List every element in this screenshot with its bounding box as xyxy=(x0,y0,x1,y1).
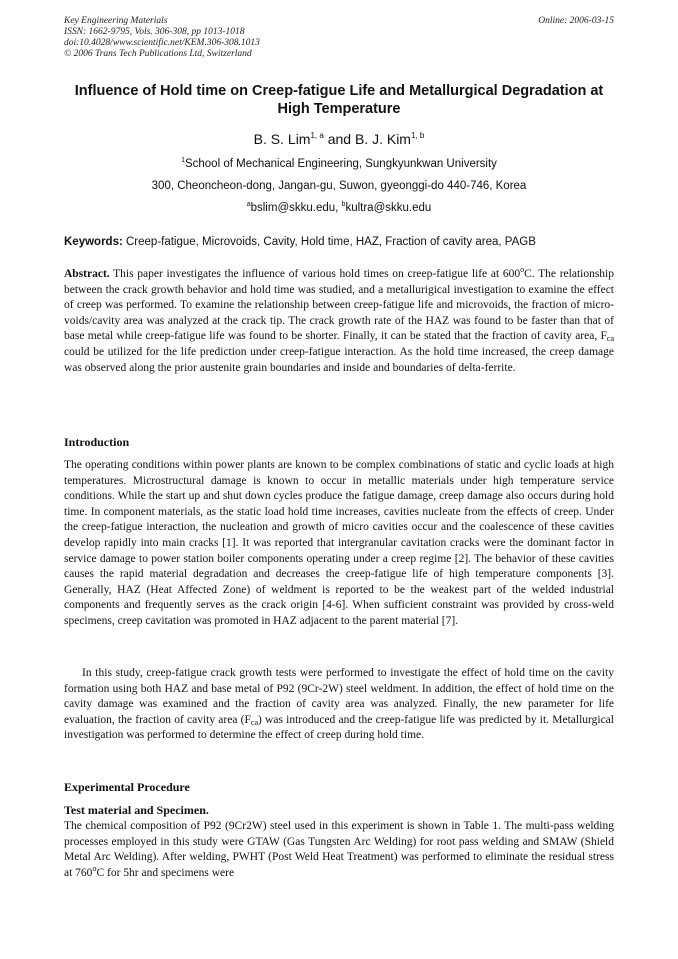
copyright-line: © 2006 Trans Tech Publications Ltd, Switzerland xyxy=(64,49,252,59)
intro-fca-subscript: ca xyxy=(250,717,258,727)
fca-subscript: ca xyxy=(606,334,614,344)
paper-title: Influence of Hold time on Creep-fatigue Life and Metallurgical Degradation at High Temperature xyxy=(74,83,604,117)
intro-p2-text-1: In this study, creep-fatigue crack growth tests were performed to investigate the effect of hold time on the cavity formation using both HAZ and base metal of P92 (9Cr-2W) steel weldment. In addition, the effect of hold time on the cavity damage was examined and the fraction of cavity area was analyzed. Finally, the new parameter for life evaluation, the fraction of cavity area (F xyxy=(64,667,614,726)
keywords-text: Creep-fatigue, Microvoids, Cavity, Hold time, HAZ, Fraction of cavity area, PAGB xyxy=(122,236,536,248)
exp-degree-superscript: o xyxy=(92,863,97,873)
introduction-heading: Introduction xyxy=(64,435,130,449)
issn-line: ISSN: 1662-9795, Vols. 306-308, pp 1013-1018 xyxy=(64,27,245,37)
author-2: B. J. Kim xyxy=(354,131,411,147)
journal-name: Key Engineering Materials xyxy=(64,16,168,26)
journal-header xyxy=(64,16,424,60)
abstract-label: Abstract. xyxy=(64,268,110,280)
author-2-superscript: 1, b xyxy=(410,131,425,140)
doi-line: doi:10.4028/www.scientific.net/KEM.306-308.1013 xyxy=(64,38,260,48)
affiliation-address: 300, Cheoncheon-dong, Jangan-gu, Suwon, gyeonggi-do 440-746, Korea xyxy=(151,180,527,192)
abstract-text-3: could be utilized for the life prediction under creep-fatigue interaction. As the hold time increased, the creep damage was observed along the prior austenite grain boundaries and inside and boundaries of delta-ferrite. xyxy=(64,345,614,374)
affiliation-line-1 xyxy=(64,157,614,171)
introduction-paragraph-2 xyxy=(64,666,614,744)
author-conjunction: and xyxy=(323,131,355,147)
email-line xyxy=(64,201,614,215)
abstract-paragraph xyxy=(64,267,614,376)
email-b: kultra@skku.edu xyxy=(345,202,432,214)
author-1-superscript: 1, a xyxy=(310,131,324,140)
author-1: B. S. Lim xyxy=(253,131,311,147)
exp-text-1: The chemical composition of P92 (9Cr2W) steel used in this experiment is shown in Table 1. The multi-pass welding processes employed in this study were GTAW (Gas Tungsten Arc Welding) for root pass welding and SMAW (Shield Metal Arc Welding). After welding, PWHT (Post Weld Heat Treatment) was performed to eliminate the residual stress at 760 xyxy=(64,820,614,879)
abstract-text-1: This paper investigates the influence of various hold times on creep-fatigue life at 600 xyxy=(109,268,521,280)
author-line xyxy=(64,130,614,148)
email-a-superscript: a xyxy=(246,201,251,208)
exp-text-2: C for 5hr and specimens were xyxy=(96,866,235,879)
online-date: Online: 2006-03-15 xyxy=(538,16,614,26)
abstract-text-2: C. The relationship between the crack growth behavior and hold time was studied, and a metallurigical investigation to examine the effect of creep was performed. To examine the relationship between creep-fatigue life and microvoids, the fraction of micro-voids/cavity area was analyzed at the crack tip. The crack growth rate of the HAZ was found to be faster than that of base metal while creep-fatigue life was found to be shorter. Finally, it can be stated that the fraction of cavity area, F xyxy=(64,268,615,343)
email-b-superscript: b xyxy=(341,201,346,208)
experimental-paragraph xyxy=(64,819,614,881)
degree-superscript: o xyxy=(520,265,525,274)
email-a: bslim@skku.edu, xyxy=(250,202,342,214)
keywords-line xyxy=(64,235,614,249)
intro-p2-text-2: ) was introduced and the creep-fatigue life was predicted by it. Metallurgical investigation was performed to determine the effect of creep during hold time. xyxy=(64,713,614,742)
experimental-heading: Experimental Procedure xyxy=(64,780,190,794)
introduction-paragraph-1: The operating conditions within power plants are known to be complex combinations of static and cyclic loads at high temperatures. Microstructural damage is known to occur in metallic materials under high temperature service conditions. While the start up and shut down cycles produce the fatigue damage, creep damage also occurs during hold time. In component materials, as the static load hold time increases, cavities nucleate from the effects of creep. Under the creep-fatigue interaction, the nucleation and growth of micro cavities occur and the coalescence of these cavities develop rapidly into main cracks [1]. It was reported that intergranular cavitation cracks were the dominant factor in service damage to power station boiler components operating under a creep regime [2]. The behavior of these cavities causes the rapid material degradation and decreases the creep-fatigue life of high temperature components [3]. Generally, HAZ (Heat Affected Zone) of weldment is reported to be the weakest part of the welded industrial components and frequently serves as the crack origin [4-6]. When sufficient constraint was provided by cross-weld specimens, creep cavitation was promoted in HAZ adjacent to the parent material [7]. xyxy=(64,459,614,627)
keywords-label: Keywords: xyxy=(64,236,123,248)
test-material-subheading: Test material and Specimen. xyxy=(64,803,209,817)
affiliation-school: School of Mechanical Engineering, Sungkyunkwan University xyxy=(184,158,497,170)
affiliation-superscript: 1 xyxy=(181,157,185,164)
